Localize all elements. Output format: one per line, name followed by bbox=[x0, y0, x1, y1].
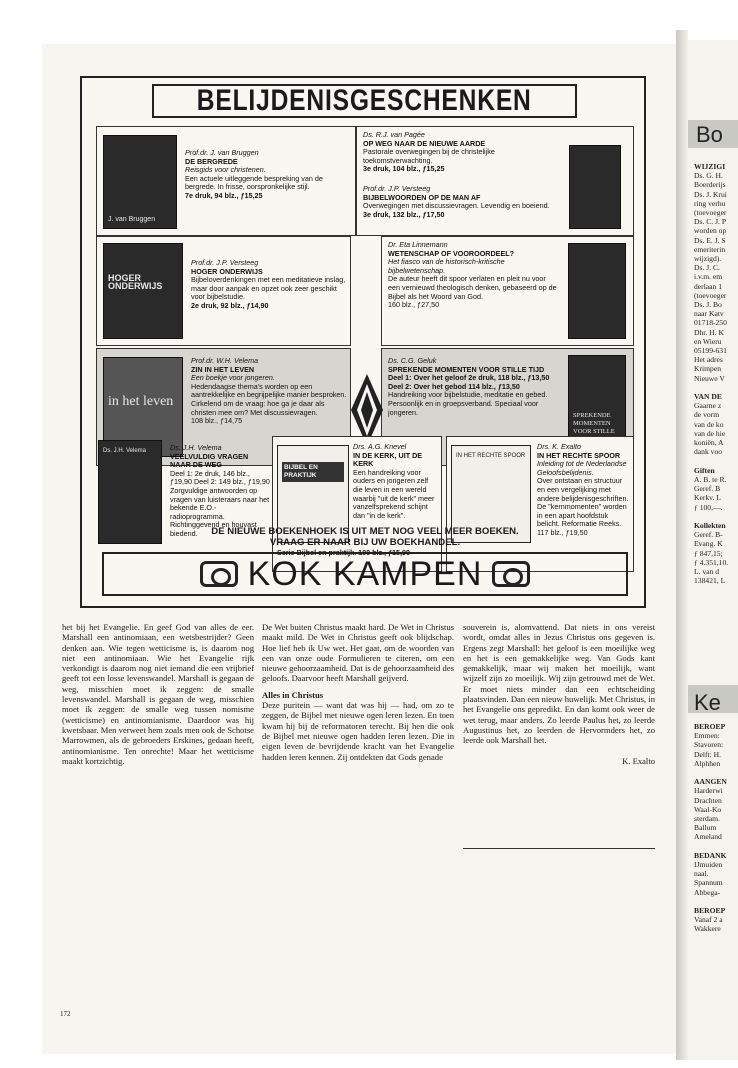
right-column-line: VAN DE bbox=[694, 392, 722, 402]
book-card-bergrede bbox=[96, 126, 356, 236]
book-cover: Ds. J.H. Velema bbox=[98, 440, 162, 544]
book-cover: IN HET RECHTE SPOOR bbox=[451, 445, 531, 543]
right-column-line: 05199-631 bbox=[694, 346, 727, 356]
right-column-line: derlaan 1 bbox=[694, 281, 723, 291]
right-header-2: Ke bbox=[694, 690, 721, 715]
right-column-line bbox=[694, 768, 738, 777]
right-column-line: Krimpen bbox=[694, 364, 721, 374]
right-column-line: WIJZIGI bbox=[694, 162, 726, 171]
right-column-line: Gaarne z bbox=[694, 401, 722, 411]
ad-footer-line-2: VRAAG ER NAAR BIJ UW BOEKHANDEL. bbox=[269, 537, 461, 548]
right-column-line: koniën, A bbox=[694, 438, 724, 448]
right-column-line: (toevoeger bbox=[694, 290, 727, 300]
book-card-hoger-onderwijs bbox=[96, 236, 351, 346]
article-paragraph: Deze puritein — want dat was hij — had, om zo te zeggen, de Bijbel met nieuwe ogen leren lezen. En toen kwam hij bij de reformatoren terecht. Bij hen die ook de Bijbel met nieuwe ogen hadden leren lezen. Die in eigen leven de bevrijdende kracht van het Evangelie hadden leren kennen. Zij ontdekten dat Gods genade bbox=[262, 700, 454, 762]
book-description: Ds. J.H. Velema VEELVULDIG VRAGEN NAAR DE WEG Deel 1: 2e druk, 146 blz., ƒ19,90 Deel 2: 149 blz., ƒ19,90 Zorgvuldige antwoorden op vragen van luisteraars naar het bekende E.O.-radioprogramma. Richtinggevend en houvast biedend. bbox=[170, 443, 270, 538]
right-column-line: Vanaf 2 a bbox=[694, 915, 723, 925]
right-column-line: Ds. E. J. S bbox=[694, 235, 726, 245]
book-description: Prof.dr. W.H. Velema ZIN IN HET LEVEN Een boekje voor jongeren. Hedendaagse thema's worden op een aantrekkelijke en begrijpelijke manier besproken. Cirkelend om de vraag: hoe ga je daar als christen mee om? Met discussievragen. 108 blz., ƒ14,75 bbox=[191, 356, 347, 426]
page-number: 172 bbox=[60, 1010, 71, 1018]
right-column-line: Boerderijs bbox=[694, 180, 726, 190]
book-description: Prof.dr. J.P. Versteeg HOGER ONDERWIJS Bijbeloverdenkingen met een meditatieve inslag, maar door aanpak en opzet ook zeer geschikt voor bijbelstudie. 2e druk, 92 blz., ƒ14,90 bbox=[191, 258, 346, 310]
ad-title: BELIJDENISGESCHENKEN bbox=[197, 84, 532, 117]
right-column-line: 01718-250 bbox=[694, 318, 727, 328]
right-column-line: wijzigd). bbox=[694, 254, 722, 264]
book-cover: SPREKENDE MOMENTEN VOOR STILLE bbox=[568, 355, 626, 455]
right-column-line: Dhr. H. K bbox=[694, 327, 724, 337]
publisher-name: KOK KAMPEN bbox=[247, 554, 483, 593]
right-page-edge bbox=[688, 40, 738, 1060]
right-column-line: en Wieru bbox=[694, 336, 722, 346]
right-column-line: Emmen: bbox=[694, 731, 720, 741]
right-column-line: Wakkere bbox=[694, 924, 721, 934]
right-column-line: Nieuwe V bbox=[694, 373, 725, 383]
right-column-line: L. van d bbox=[694, 566, 720, 576]
column-rule bbox=[463, 848, 655, 849]
book-series: Serie Bijbel en praktijk. 100 blz., ƒ15,90 bbox=[277, 548, 411, 557]
right-column-line: Delft: H. bbox=[694, 749, 721, 759]
right-column-line: Kollekten bbox=[694, 520, 726, 530]
right-column-line: Drachten bbox=[694, 795, 722, 805]
book-advertisement bbox=[80, 76, 646, 608]
book-description: Prof.dr. J. van Bruggen DE BERGREDE Reisgids voor christenen. Een actuele uitleggende bespreking van de bergrede. In frisse, oorspronkelijke stijl. 7e druk, 94 blz., ƒ15,25 bbox=[185, 148, 323, 200]
article-column-1 bbox=[62, 622, 254, 766]
right-column-line: AANGEN bbox=[694, 777, 727, 787]
right-column-line: 138421, L bbox=[694, 576, 726, 586]
book-cover: HOGER ONDERWIJS bbox=[103, 243, 183, 339]
ad-footer bbox=[82, 526, 648, 548]
page-fold-shadow bbox=[676, 30, 688, 1060]
right-column-line: BEDANK bbox=[694, 850, 727, 860]
book-card-nieuwe-aarde bbox=[356, 126, 634, 236]
right-column-line bbox=[694, 457, 738, 466]
book-description: Dr. Eta Linnemann WETENSCHAP OF VOOROORDEEL? Het fiasco van de historisch-kritische bijbelwetenschap. De auteur heeft dit spoor verlaten en pleit nu voor een vernieuwd theologisch denken, gebaseerd op de Bijbel als het Woord van God. 160 blz., ƒ27,50 bbox=[388, 240, 557, 310]
right-column-line: Giften bbox=[694, 465, 715, 475]
right-column-line: Geref. B bbox=[694, 484, 721, 494]
right-header-1: Bo bbox=[696, 122, 723, 147]
right-column-line: Waal-Ko bbox=[694, 804, 722, 814]
right-column-line: van de ko bbox=[694, 419, 724, 429]
book-cover: BIJBEL EN PRAKTIJK bbox=[277, 445, 349, 543]
right-column-line: ƒ 100,—. bbox=[694, 502, 723, 512]
book-cover: in het leven bbox=[103, 357, 183, 457]
right-column-line: emeriterin bbox=[694, 244, 726, 254]
right-column-line: IJmuiden bbox=[694, 860, 723, 870]
book-cover bbox=[569, 145, 621, 229]
right-column-line bbox=[694, 897, 738, 906]
right-column-line: ƒ 847,15; bbox=[694, 548, 723, 558]
book-description: Prof.dr. J.P. Versteeg BIJBELWOORDEN OP DE MAN AF Overwegingen met discussievragen. Levendig en boeiend. 3e druk, 132 blz., ƒ17,50 bbox=[363, 184, 550, 219]
right-column-line: Ds. G. H. bbox=[694, 171, 723, 181]
article-column-3 bbox=[463, 622, 655, 766]
right-column-line: Alphhen bbox=[694, 758, 721, 768]
right-column-line: sterdam. bbox=[694, 814, 720, 824]
right-column-line: Abbega- bbox=[694, 887, 721, 897]
right-column-line bbox=[694, 512, 738, 521]
right-column-line: Spannum bbox=[694, 878, 723, 888]
article-paragraph: souverein is, alomvattend. Dat niets in ons vereist wordt, omdat alles in Jezus Christus ons gegeven is. Ergens zegt Marshall: het geloof is een moeilijke weg en het is een gemakkelijke weg. Van Gods kant gemakkelijk, maar wij maken het moeilijk, want wijzelf zijn zo moeilijk. Wij zijn getrouwd met de Wet. Er moet niets minder dan een echtscheiding plaatsvinden. Dan een nieuw huwelijk. Met Christus, in het Evangelie ons gepredikt. En dan komt ook weer de wet terug, maar anders. Zo leerde Paulus het, zo leerde Augustinus het, zo leerden de Hervormders het, zo leerde ook Marshall het. bbox=[463, 622, 655, 746]
right-column-line: ring verhu bbox=[694, 198, 726, 208]
right-column-line: Stavoren: bbox=[694, 740, 724, 750]
article-signature: K. Exalto bbox=[622, 755, 655, 766]
book-cover: J. van Bruggen bbox=[103, 135, 177, 229]
right-column-line: BEROEP bbox=[694, 722, 726, 731]
right-column-line: ƒ 4.351,10. bbox=[694, 557, 729, 567]
book-description: Drs. K. Exalto IN HET RECHTE SPOOR Inleiding tot de Nederlandse Geloofsbelijdenis. Over ontstaan en structuur en een vergelijking met andere belijdenisgeschriften. De "kernmomenten" worden in een apart hoofdstuk belicht. Reformatie Reeks. 117 blz., ƒ19,50 bbox=[537, 442, 629, 537]
book-description: Ds. R.J. van Pagée OP WEG NAAR DE NIEUWE AARDE Pastorale overwegingen bij de christelijke toekomstverwachting. 3e druk, 104 blz., ƒ15,25 bbox=[363, 130, 495, 174]
right-column-line: A. B. te R. bbox=[694, 474, 727, 484]
kok-logo-icon bbox=[200, 561, 238, 587]
right-column-line bbox=[694, 383, 738, 392]
right-column-line: Ds. J. C. bbox=[694, 263, 720, 273]
right-column-line: Ds. C. J. P bbox=[694, 217, 727, 227]
right-column-line: worden op bbox=[694, 226, 727, 236]
article-paragraph: De Wet buiten Christus maakt hard. De Wet in Christus maakt mild. De Wet in Christus geeft ook blijdschap. Hoe lief heb ik Uw wet. Het gaat, om de woorden van een van onze oude Formulieren te citeren, om een nieuwe gehoorzaamheid. Dat is de gehoorzaamheid des geloofs. Daarvoor heeft Marshall geijverd. bbox=[262, 622, 454, 684]
right-column-line: Ds. J. Krui bbox=[694, 189, 727, 199]
article-column-2 bbox=[262, 622, 454, 762]
right-column-line: naal. bbox=[694, 869, 709, 879]
right-column-line: Geref. B- bbox=[694, 530, 723, 540]
right-column-line: BEROEP bbox=[694, 906, 726, 916]
right-column-line: dank voo bbox=[694, 447, 723, 457]
right-column-line: Kerkv. L bbox=[694, 493, 721, 503]
right-column-line: i.v.m. em bbox=[694, 272, 723, 282]
article-paragraph: het bij het Evangelie. En geef God van alles de eer. Marshall een antinomiaan, een wetsbestrijder? Geen denken aan. Wie tegen wetticisme is, is daarom nog niet een antinomiaan. Wie het Evangelie rijk verkondigt is daarom nog niet iemand die een vrijbrief geeft tot een losse levenswandel. Marshall is gegaan de weg, misschien moet ik zeggen: de smalle levenswandel. Marshall is gegaan de weg, misschien moet ik zeggen: de smalle weg tussen nomisme (wetticisme) en antinomianisme. Daardoor was hij kwetsbaar. Men verweet hem zoals men ook de Schotse Marrowmen, als de gebroeders Erskines, gedaan heeft, antinomianisme. Ten onrechte! Maar het wetticisme maakt kortzichtig. bbox=[62, 622, 254, 766]
right-column-line: Ameland bbox=[694, 832, 722, 842]
right-column-line: de vorm bbox=[694, 410, 720, 420]
right-column-text-1 bbox=[694, 162, 738, 585]
right-column-line: Ballum bbox=[694, 823, 717, 833]
right-column-text-2 bbox=[694, 722, 738, 934]
ad-footer-line-1: DE NIEUWE BOEKENHOEK IS UIT MET NOG VEEL MEER BOEKEN. bbox=[211, 526, 519, 537]
kok-logo-icon bbox=[492, 561, 530, 587]
publisher-banner bbox=[102, 552, 628, 596]
right-column-line bbox=[694, 842, 738, 851]
right-column-line: Ds. J. Bo bbox=[694, 300, 722, 310]
right-column-line: (toevoeger bbox=[694, 208, 727, 218]
right-column-line: Harderwi bbox=[694, 786, 723, 796]
book-card-wetenschap bbox=[381, 236, 634, 346]
book-description: Ds. C.G. Geluk SPREKENDE MOMENTEN VOOR STILLE TIJD Deel 1: Over het geloof 2e druk, 118 blz., ƒ13,50 Deel 2: Over het gebod 114 blz., ƒ13,50 Handreiking voor bijbelstudie, meditatie en gebed. Persoonlijk en in groepsverband. Speciaal voor jongeren. bbox=[388, 356, 550, 417]
right-column-line: van de hie bbox=[694, 428, 726, 438]
right-column-line: Evang. K bbox=[694, 539, 723, 549]
book-description: Drs. A.G. Knevel IN DE KERK, UIT DE KERK Een handreiking voor ouders en jongeren zelf die leven in een wereld waarbij "uit de kerk" meer vanzelfsprekend schijnt dan "in de kerk". bbox=[353, 442, 435, 520]
right-column-line: naar Katv bbox=[694, 309, 724, 319]
ad-title-box bbox=[152, 84, 577, 118]
article-subheading: Alles in Christus bbox=[262, 689, 324, 700]
right-column-line: Het adres bbox=[694, 355, 723, 365]
book-cover bbox=[568, 243, 626, 339]
